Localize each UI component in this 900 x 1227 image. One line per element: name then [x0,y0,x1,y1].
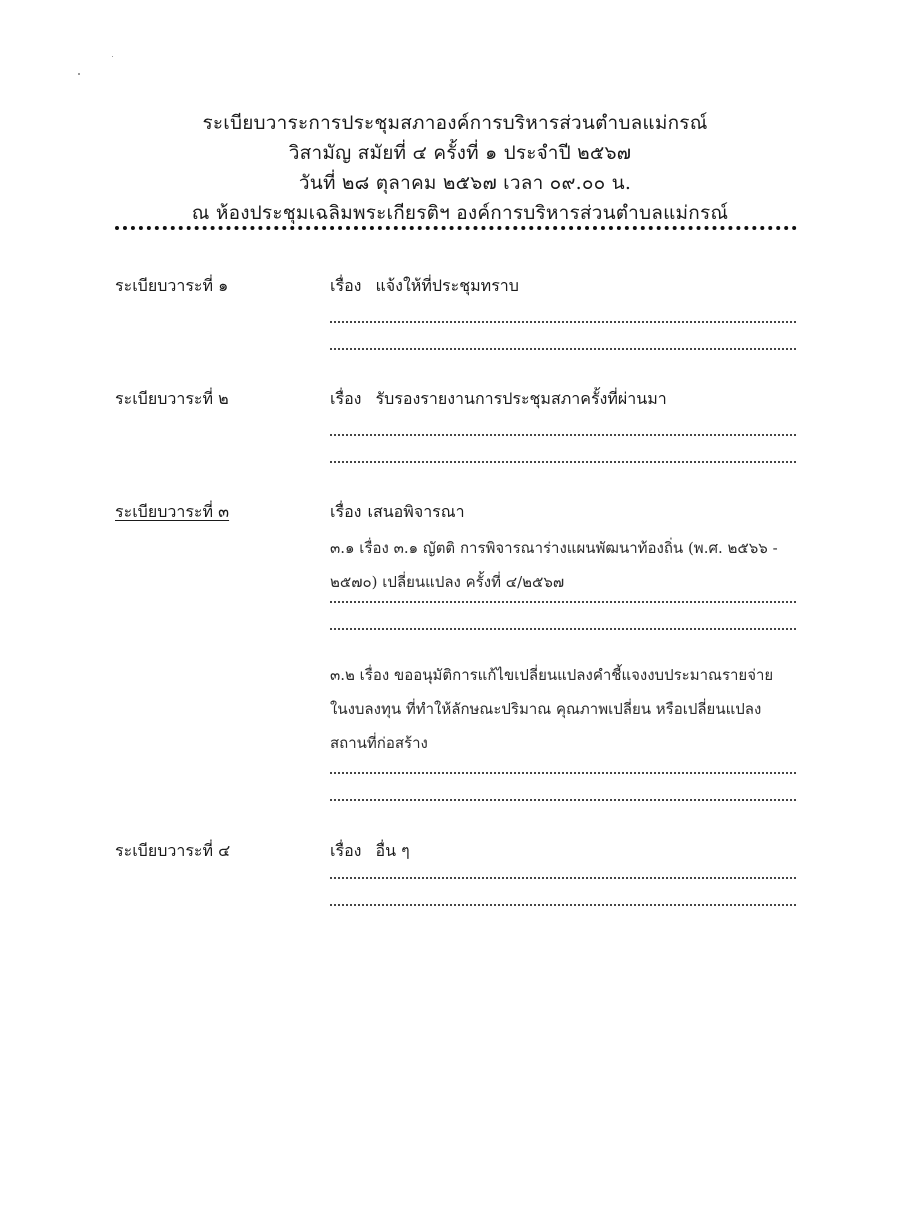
agenda-3-item-2 [330,658,790,760]
header-title: ระเบียบวาระการประชุมสภาองค์การบริหารส่วนตำบลแม่กรณ์ [202,112,708,134]
item-line: ๓.๒ เรื่อง ขออนุมัติการแก้ไขเปลี่ยนแปลงคำชี้แจงงบประมาณรายจ่าย [330,666,774,684]
agenda-2-subject [330,387,667,412]
document-header [0,108,900,228]
item-line: ๒๕๗๐) เปลี่ยนแปลง ครั้งที่ ๔/๒๕๖๗ [330,573,565,591]
scan-speck [112,56,113,57]
scan-speck [78,73,80,75]
agenda-4-label: ระเบียบวาระที่ ๔ [115,841,231,860]
header-date-time: วันที่ ๒๘ ตุลาคม ๒๕๖๗ เวลา ๐๙.๐๐ น. [298,172,632,194]
fill-line [330,904,796,906]
fill-line [330,877,796,879]
fill-line [330,434,796,436]
fill-line [330,772,796,774]
subject-prefix: เรื่อง [330,841,362,860]
header-venue: ณ ห้องประชุมเฉลิมพระเกียรติฯ องค์การบริหารส่วนตำบลแม่กรณ์ [191,202,729,224]
header-session: วิสามัญ สมัยที่ ๔ ครั้งที่ ๑ ประจำปี ๒๕๖๗ [288,142,632,164]
header-divider [115,226,797,230]
subject-prefix: เรื่อง [330,389,362,408]
fill-line [330,601,796,603]
fill-line [330,799,796,801]
agenda-2-label: ระเบียบวาระที่ ๒ [115,389,229,408]
agenda-1-label: ระเบียบวาระที่ ๑ [115,276,229,295]
subject-text: รับรองรายงานการประชุมสภาครั้งที่ผ่านมา [375,389,667,408]
fill-line [330,348,796,350]
agenda-3-item-1 [330,531,790,599]
item-line: สถานที่ก่อสร้าง [330,734,428,752]
subject-text: เสนอพิจารณา [367,502,465,521]
subject-text: อื่น ๆ [375,841,410,860]
subject-prefix: เรื่อง [330,502,362,521]
agenda-1-subject [330,274,519,299]
item-line: ๓.๑ เรื่อง ๓.๑ ญัตติ การพิจารณาร่างแผนพัฒนาท้องถิ่น (พ.ศ. ๒๕๖๖ - [330,539,778,557]
fill-line [330,321,796,323]
fill-line [330,628,796,630]
subject-prefix: เรื่อง [330,276,362,295]
item-line: ในงบลงทุน ที่ทำให้ลักษณะปริมาณ คุณภาพเปลี่ยน หรือเปลี่ยนแปลง [330,700,762,718]
agenda-3-label: ระเบียบวาระที่ ๓ [115,502,230,521]
fill-line [330,461,796,463]
agenda-4-subject [330,839,410,864]
subject-text: แจ้งให้ที่ประชุมทราบ [375,276,519,295]
agenda-3-subject [330,500,465,525]
